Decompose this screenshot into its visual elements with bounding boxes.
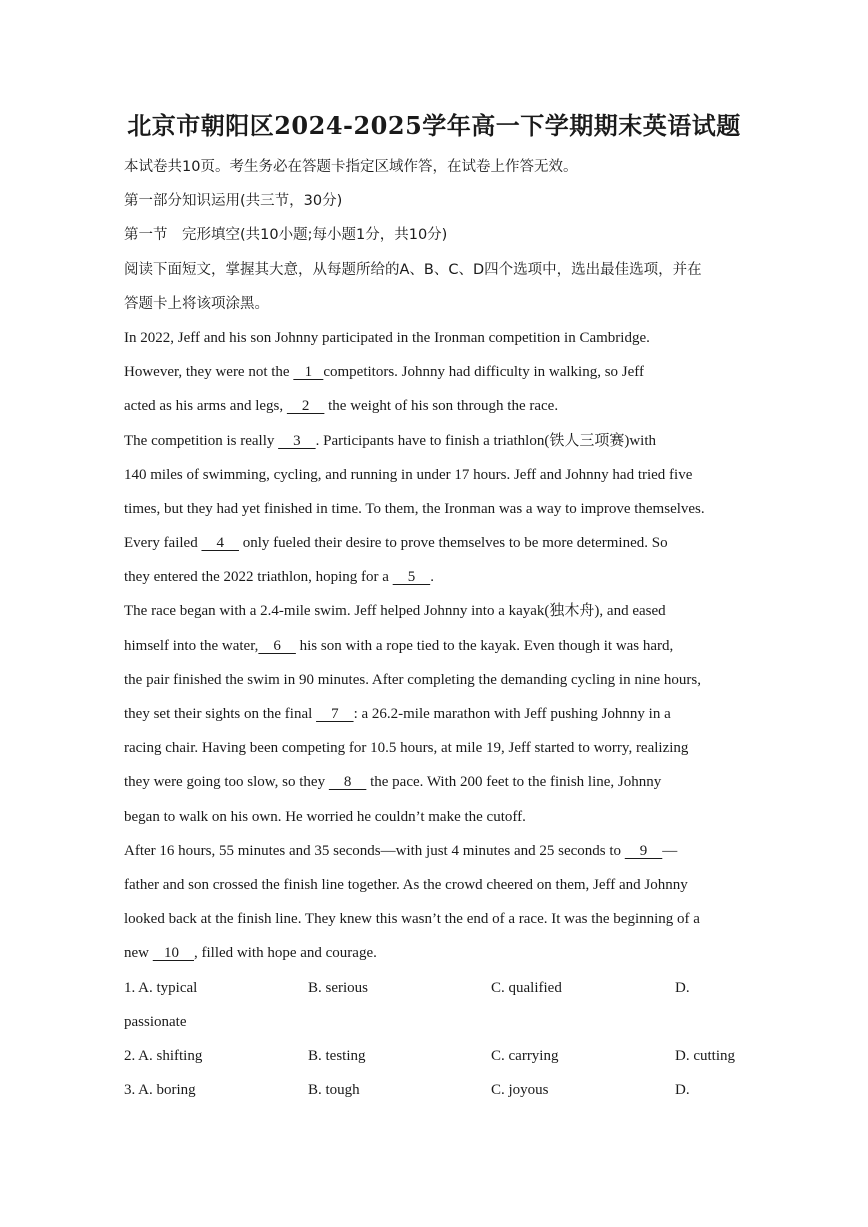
passage-line (124, 936, 754, 970)
passage-text: his son with a rope tied to the kayak. Even though it was hard, (295, 637, 674, 654)
cloze-blank-9: 9 (624, 842, 663, 859)
passage-text: the weight of his son through the race. (324, 398, 559, 415)
cloze-blank-6: 6 (258, 637, 296, 654)
passage-line (124, 458, 754, 492)
passage-text: The race began with a 2.4-mile swim. Jeff helped Johnny into a kayak(独木舟), and eased (124, 603, 666, 620)
passage-text: competitors. Johnny had difficulty in walking, so Jeff (323, 364, 644, 381)
option-a: 1. A. typical (124, 979, 198, 996)
passage-text: they entered the 2022 triathlon, hoping for a (124, 569, 393, 586)
cloze-blank-5: 5 (392, 569, 431, 586)
option-d: D. cutting (675, 1047, 735, 1064)
page-title: 北京市朝阳区2024-2025学年高一下学期期末英语试题 (127, 111, 741, 140)
passage-text: The competition is really (124, 432, 279, 449)
passage-text: began to walk on his own. He worried he couldn’t make the cutoff. (124, 808, 526, 825)
cloze-passage (124, 321, 754, 971)
question-row (124, 1073, 754, 1107)
cloze-blank-10: 10 (152, 945, 194, 962)
passage-text: — (662, 842, 678, 859)
cloze-blank-4: 4 (201, 535, 239, 552)
option-a: 2. A. shifting (124, 1047, 203, 1064)
passage-text: father and son crossed the finish line together. As the crowd cheered on them, Jeff and Johnny (124, 876, 688, 893)
passage-line (124, 834, 754, 868)
question-options (124, 971, 754, 1108)
option-b: B. tough (308, 1082, 360, 1099)
passage-text: . Participants have to finish a triathlon(铁人三项赛)with (315, 432, 656, 449)
option-c: C. qualified (491, 979, 562, 996)
passage-line (124, 594, 754, 628)
passage-line (124, 868, 754, 902)
passage-text: , filled with hope and courage. (194, 945, 377, 962)
passage-text: times, but they had yet finished in time. To them, the Ironman was a way to improve themselves. (124, 500, 705, 517)
passage-line (124, 321, 754, 355)
passage-text: new (124, 945, 153, 962)
passage-text: himself into the water, (124, 637, 259, 654)
passage-text: Every failed (124, 535, 202, 552)
section-heading: 第一节 完形填空(共10小题;每小题1分，共10分) (124, 227, 448, 244)
passage-text: : a 26.2-mile marathon with Jeff pushing Johnny in a (353, 706, 671, 722)
question-row (124, 1039, 754, 1073)
passage-text: they set their sights on the final (124, 706, 317, 722)
option-c: C. joyous (491, 1082, 549, 1099)
passage-line (124, 424, 754, 458)
passage-line (124, 492, 754, 526)
passage-text: . (430, 569, 434, 586)
part-heading: 第一部分知识运用(共三节，30分) (124, 193, 343, 210)
option-c: C. carrying (491, 1047, 559, 1064)
passage-line (124, 697, 754, 731)
exam-content (124, 150, 754, 1107)
passage-line (124, 560, 754, 594)
passage-line (124, 526, 754, 560)
question-row (124, 971, 754, 1005)
passage-line (124, 663, 754, 697)
option-b: B. testing (308, 1047, 366, 1064)
passage-line (124, 902, 754, 936)
passage-line (124, 389, 754, 423)
option-a: 3. A. boring (124, 1082, 196, 1099)
passage-line (124, 731, 754, 765)
option-b: B. serious (308, 979, 368, 996)
cloze-blank-2: 2 (286, 398, 325, 415)
passage-line (124, 629, 754, 663)
cloze-blank-8: 8 (328, 774, 367, 791)
cloze-blank-1: 1 (293, 364, 324, 381)
instruction-line: 阅读下面短文，掌握其大意，从每题所给的A、B、C、D四个选项中，选出最佳选项，并在 (124, 261, 702, 278)
option-d: D. (675, 1082, 690, 1099)
passage-text: the pace. With 200 feet to the finish line, Johnny (366, 774, 662, 791)
cloze-blank-7: 7 (316, 706, 354, 722)
passage-text: the pair finished the swim in 90 minutes. After completing the demanding cycling in nine hours, (124, 671, 701, 688)
passage-text: they were going too slow, so they (124, 774, 329, 791)
passage-text: racing chair. Having been competing for 10.5 hours, at mile 19, Jeff started to worry, realizing (124, 740, 689, 757)
instruction-line: 答题卡上将该项涂黑。 (124, 295, 269, 312)
option-d-continued: passionate (124, 1013, 187, 1030)
passage-text: However, they were not the (124, 364, 294, 381)
passage-text: acted as his arms and legs, (124, 398, 287, 415)
passage-line (124, 765, 754, 799)
passage-line (124, 800, 754, 834)
passage-line (124, 355, 754, 389)
passage-text: In 2022, Jeff and his son Johnny participated in the Ironman competition in Cambridge. (124, 329, 650, 346)
cloze-blank-3: 3 (278, 432, 316, 449)
passage-text: 140 miles of swimming, cycling, and running in under 17 hours. Jeff and Johnny had tried five (124, 466, 693, 483)
option-d: D. (675, 979, 690, 996)
passage-text: After 16 hours, 55 minutes and 35 seconds—with just 4 minutes and 25 seconds to (124, 842, 625, 859)
intro-text: 本试卷共10页。考生务必在答题卡指定区域作答，在试卷上作答无效。 (124, 159, 578, 175)
passage-text: only fueled their desire to prove themselves to be more determined. So (238, 535, 668, 552)
passage-text: looked back at the finish line. They knew this wasn’t the end of a race. It was the beginning of a (124, 911, 700, 928)
